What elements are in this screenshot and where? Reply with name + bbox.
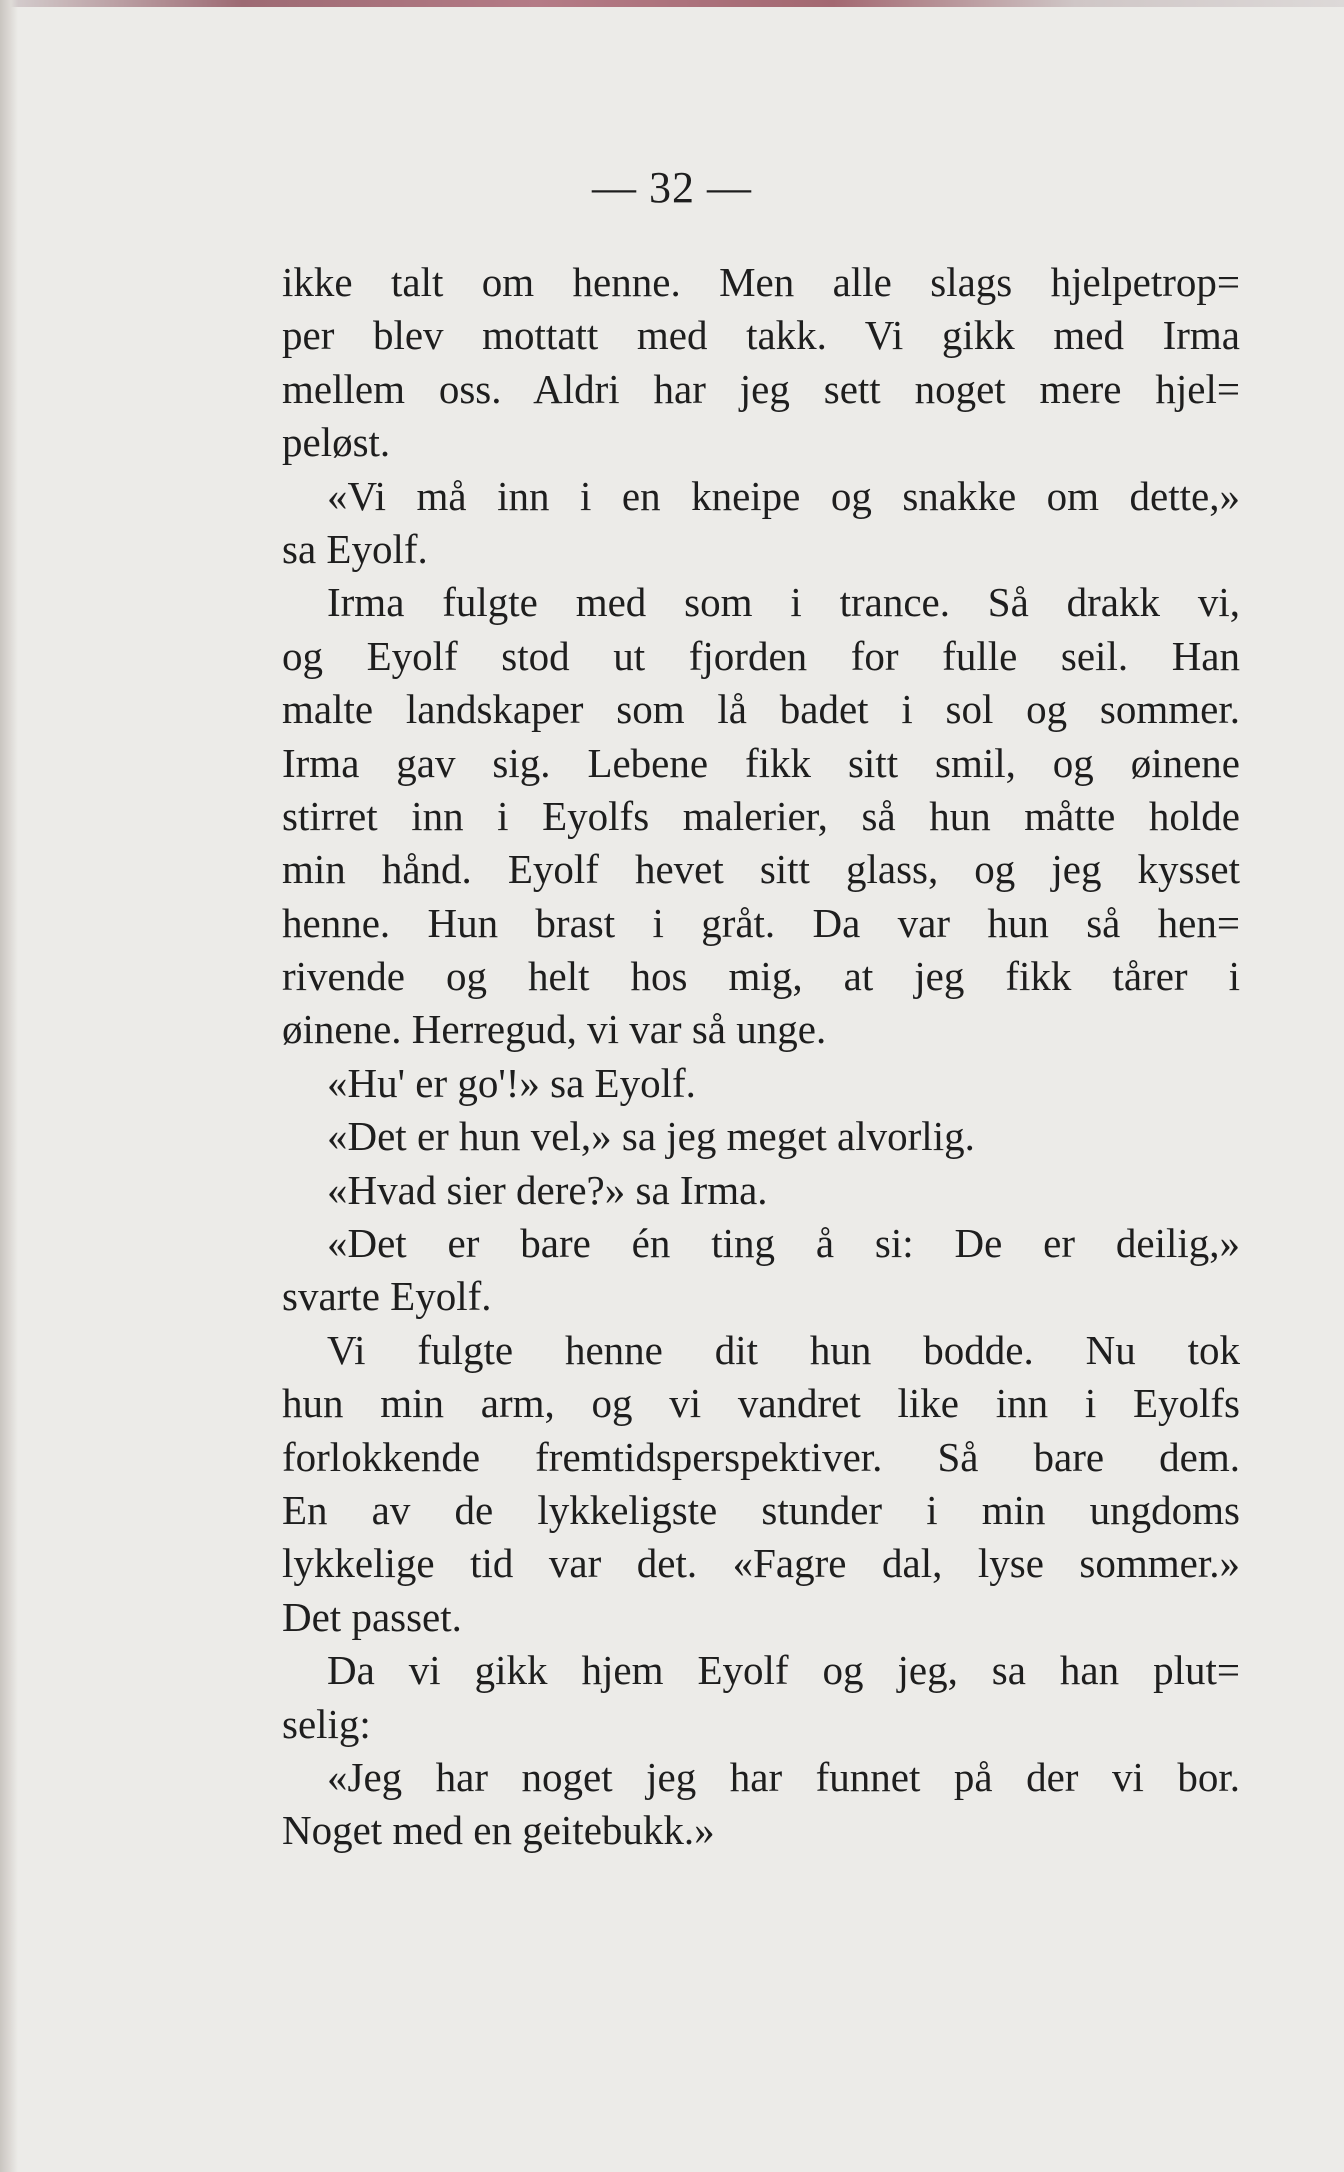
text-line: «Hvad sier dere?» sa Irma.: [327, 1166, 768, 1213]
text-line: lykkelige tid var det. «Fagre dal, lyse sommer.»: [282, 1540, 1240, 1587]
text-line: Irma gav sig. Lebene fikk sitt smil, og øinene: [282, 739, 1240, 786]
text-line: Da vi gikk hjem Eyolf og jeg, sa han plut=: [327, 1647, 1240, 1694]
text-line: per blev mottatt med takk. Vi gikk med Irma: [282, 312, 1240, 359]
text-line: ikke talt om henne. Men alle slags hjelpetrop=: [282, 259, 1240, 305]
page-gutter-shadow: [0, 0, 18, 2172]
text-line: En av de lykkeligste stunder i min ungdoms: [282, 1486, 1240, 1533]
text-line: min hånd. Eyolf hevet sitt glass, og jeg kysset: [282, 846, 1240, 893]
text-line: malte landskaper som lå badet i sol og sommer.: [282, 686, 1240, 733]
text-line: hun min arm, og vi vandret like inn i Eyolfs: [282, 1380, 1240, 1427]
text-line: Det passet.: [282, 1593, 462, 1640]
text-line: svarte Eyolf.: [282, 1273, 492, 1320]
text-line: sa Eyolf.: [282, 525, 428, 572]
body-text: [282, 256, 1240, 1858]
text-line: selig:: [282, 1700, 371, 1747]
text-line: og Eyolf stod ut fjorden for fulle seil. Han: [282, 632, 1240, 679]
page-top-edge: [0, 0, 1344, 7]
text-line: «Jeg har noget jeg har funnet på der vi bor.: [327, 1753, 1240, 1800]
text-line: «Hu' er go'!» sa Eyolf.: [327, 1059, 696, 1106]
text-line: Vi fulgte henne dit hun bodde. Nu tok: [327, 1326, 1240, 1373]
text-line: «Det er hun vel,» sa jeg meget alvorlig.: [327, 1113, 975, 1160]
text-line: rivende og helt hos mig, at jeg fikk tårer i: [282, 953, 1240, 1000]
text-line: Irma fulgte med som i trance. Så drakk vi,: [327, 579, 1240, 626]
text-line: «Det er bare én ting å si: De er deilig,»: [327, 1220, 1240, 1267]
text-line: peløst.: [282, 419, 391, 466]
text-line: Noget med en geitebukk.»: [282, 1807, 715, 1854]
text-line: øinene. Herregud, vi var så unge.: [282, 1006, 827, 1053]
text-line: «Vi må inn i en kneipe og snakke om dette,»: [327, 472, 1240, 519]
page-number: — 32 —: [592, 163, 752, 212]
text-line: stirret inn i Eyolfs malerier, så hun måtte holde: [282, 792, 1240, 839]
text-line: henne. Hun brast i gråt. Da var hun så hen=: [282, 899, 1240, 946]
text-line: mellem oss. Aldri har jeg sett noget mere hjel=: [282, 365, 1240, 412]
text-line: forlokkende fremtidsperspektiver. Så bare dem.: [282, 1433, 1240, 1480]
